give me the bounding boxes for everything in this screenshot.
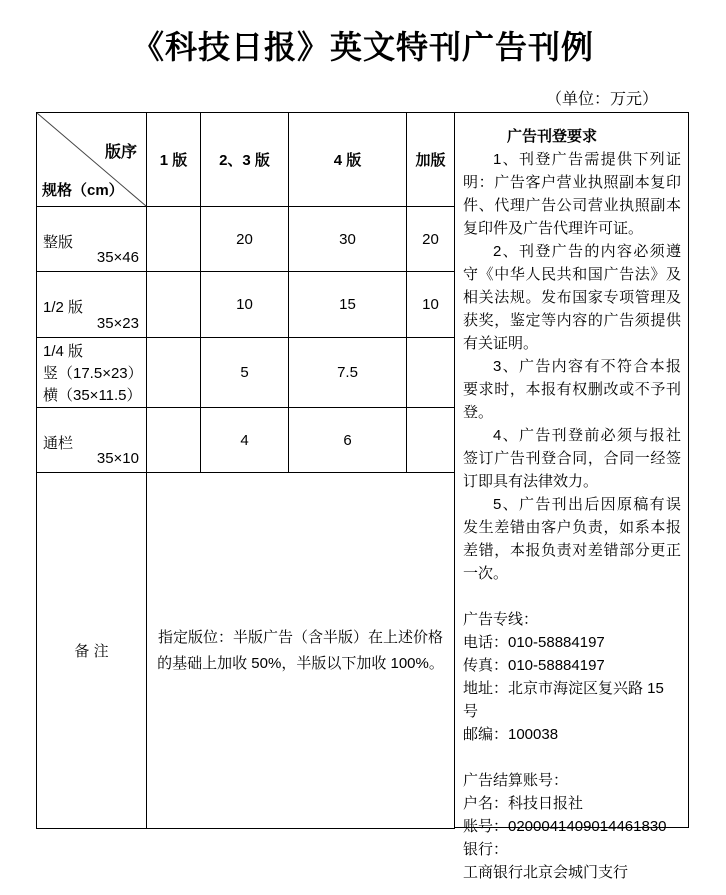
spec-size: 35×46 <box>96 249 139 266</box>
account-heading: 广告结算账号： <box>463 772 569 789</box>
table-row-remark <box>37 473 455 829</box>
table-row-quarter-page <box>37 338 455 408</box>
spec-size-horizontal: 横（35×11.5） <box>43 387 142 404</box>
remark-text: 指定版位：半版广告（含半版）在上述价格 的基础上加收 50%，半版以下加收 100%。 <box>157 628 444 672</box>
remark-label: 备 注 <box>37 473 147 829</box>
table-row-full-page <box>37 207 455 272</box>
spec-cell <box>37 338 147 408</box>
unit-note: （单位：万元） <box>545 91 658 108</box>
price-cell <box>147 207 201 272</box>
term-item-4: 4、广告刊登前必须与报社签订广告刊登合同，合同一经签订即具有法律效力。 <box>463 427 681 490</box>
spacer <box>463 746 681 769</box>
hotline-address: 地址：北京市海淀区复兴路 15 号 <box>463 680 664 720</box>
spec-size: 35×23 <box>96 315 139 332</box>
price-cell: 10 <box>407 272 455 338</box>
price-cell: 6 <box>289 408 407 473</box>
account-bank-name: 工商银行北京会城门支行 <box>463 864 629 881</box>
spec-size: 35×10 <box>96 450 139 467</box>
price-cell: 15 <box>289 272 407 338</box>
remark-cell <box>147 473 455 829</box>
hotline-heading: 广告专线： <box>463 611 539 628</box>
header-row <box>37 113 455 207</box>
col-header-extra: 加版 <box>407 113 455 207</box>
price-cell <box>407 408 455 473</box>
price-cell <box>147 338 201 408</box>
panel-heading: 广告刊登要求 <box>507 128 598 145</box>
price-cell: 7.5 <box>289 338 407 408</box>
hotline-zipcode: 邮编：100038 <box>463 726 559 743</box>
content-area <box>36 112 726 881</box>
account-number: 账号：0200041409014461830 <box>463 818 667 835</box>
price-cell <box>147 408 201 473</box>
col-header-1: 1 版 <box>147 113 201 207</box>
price-cell: 4 <box>201 408 289 473</box>
corner-label-guige: 规格（cm） <box>42 182 124 199</box>
term-item-2: 2、刊登广告的内容必须遵守《中华人民共和国广告法》及相关法规。发布国家专项管理及获奖，鉴定等内容的广告须提供有关证明。 <box>463 243 681 352</box>
spec-cell <box>37 207 147 272</box>
corner-label-banxu: 版序 <box>104 144 137 161</box>
price-cell: 10 <box>201 272 289 338</box>
price-cell: 20 <box>407 207 455 272</box>
price-cell: 20 <box>201 207 289 272</box>
price-cell: 5 <box>201 338 289 408</box>
spec-size-vertical: 竖（17.5×23） <box>43 365 143 382</box>
col-header-4: 4 版 <box>289 113 407 207</box>
spec-name: 通栏 <box>43 434 74 452</box>
table-row-banner <box>37 408 455 473</box>
hotline-fax: 传真：010-58884197 <box>463 657 605 674</box>
col-header-23: 2、3 版 <box>201 113 289 207</box>
term-item-5: 5、广告刊出后因原稿有误发生差错由客户负责，如系本报差错，本报负责对差错部分更正一次。 <box>463 496 681 582</box>
price-cell: 30 <box>289 207 407 272</box>
spec-cell <box>37 272 147 338</box>
spec-name: 1/4 版 <box>43 343 84 360</box>
account-holder: 户名：科技日报社 <box>463 795 584 812</box>
page-title: 《科技日报》英文特刊广告刊例 <box>131 29 594 65</box>
spec-name: 整版 <box>43 233 74 251</box>
spacer <box>463 585 681 608</box>
table-row-half-page <box>37 272 455 338</box>
hotline-phone: 电话：010-58884197 <box>463 634 605 651</box>
rate-table <box>36 112 455 829</box>
account-bank-label: 银行： <box>463 841 509 858</box>
spec-cell <box>37 408 147 473</box>
term-item-1: 1、刊登广告需提供下列证明：广告客户营业执照副本复印件、代理广告公司营业执照副本复印件及广告代理许可证。 <box>463 151 681 237</box>
corner-cell <box>37 113 147 207</box>
price-cell <box>407 338 455 408</box>
price-cell <box>147 272 201 338</box>
term-item-3: 3、广告内容有不符合本报要求时，本报有权删改或不予刊登。 <box>463 358 681 421</box>
terms-panel <box>454 112 689 881</box>
spec-name: 1/2 版 <box>43 299 84 316</box>
